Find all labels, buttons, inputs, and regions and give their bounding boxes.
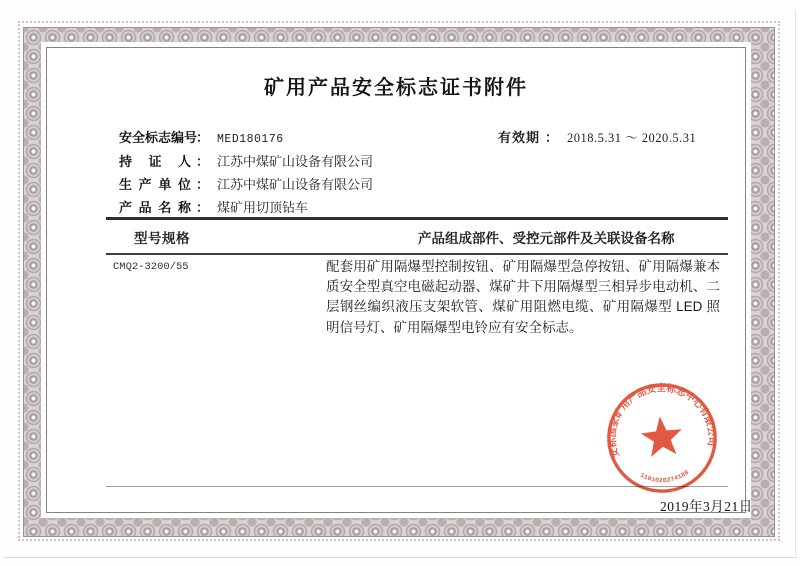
seal-ring [604,380,721,497]
holder-label: 持证人 [119,154,191,169]
table-cell-model: CMQ2-3200/55 [113,261,189,273]
colon: ： [196,130,210,145]
certificate-title: 矿用产品安全标志证书附件 [264,77,528,99]
table-header-components: 产品组成部件、受控元部件及关联设备名称 [418,231,675,246]
svg-text:安标国家矿用产品安全标志中心有限公司 [600,375,720,459]
scan-edge-bottom [4,557,798,558]
colon: ： [196,200,210,215]
field-mark-number [119,127,284,147]
producer-value: 江苏中煤矿山设备有限公司 [217,177,374,192]
field-holder [119,151,373,171]
colon: ： [545,130,559,145]
table-header-rule [106,253,728,255]
producer-label: 生产单位 [119,177,191,192]
svg-text:1101020274188 [638,467,691,487]
product-label: 产品名称 [119,200,191,215]
mark-number-value: MED180176 [217,133,284,146]
mark-number-label: 安全标志编号 [119,130,198,145]
table-top-rule [106,217,728,220]
seal-company-text: 安标国家矿用产品安全标志中心有限公司 [607,383,717,459]
holder-value: 江苏中煤矿山设备有限公司 [217,154,374,169]
table-header-model: 型号规格 [134,231,190,246]
table-cell-components: 配套用矿用隔爆型控制按钮、矿用隔爆型急停按钮、矿用隔爆兼本质安全型真空电磁起动器、煤矿井下用隔爆型三相异步电动机、二层钢丝编织液压支架软管、煤矿用阻燃电缆、矿用隔爆型 LED 照明信号灯、矿用隔爆型电铃应有安全标志。 [326,259,720,335]
table-bottom-rule [106,486,728,487]
seal-number-text: 1101020274188 [638,468,690,485]
validity-value: 2018.5.31 ～ 2020.5.31 [567,131,697,145]
field-product [119,197,308,217]
colon: ： [196,154,210,169]
product-value: 煤矿用切顶钻车 [217,200,309,215]
issue-date: 2019年3月21日 [660,499,753,514]
certificate-body [46,47,753,514]
field-producer [119,174,373,194]
scan-edge-right [795,10,796,556]
seal-star-icon [639,414,684,457]
red-company-seal [597,373,727,503]
colon: ： [196,177,210,192]
validity-label: 有效期 [498,130,541,145]
field-validity [498,127,696,146]
